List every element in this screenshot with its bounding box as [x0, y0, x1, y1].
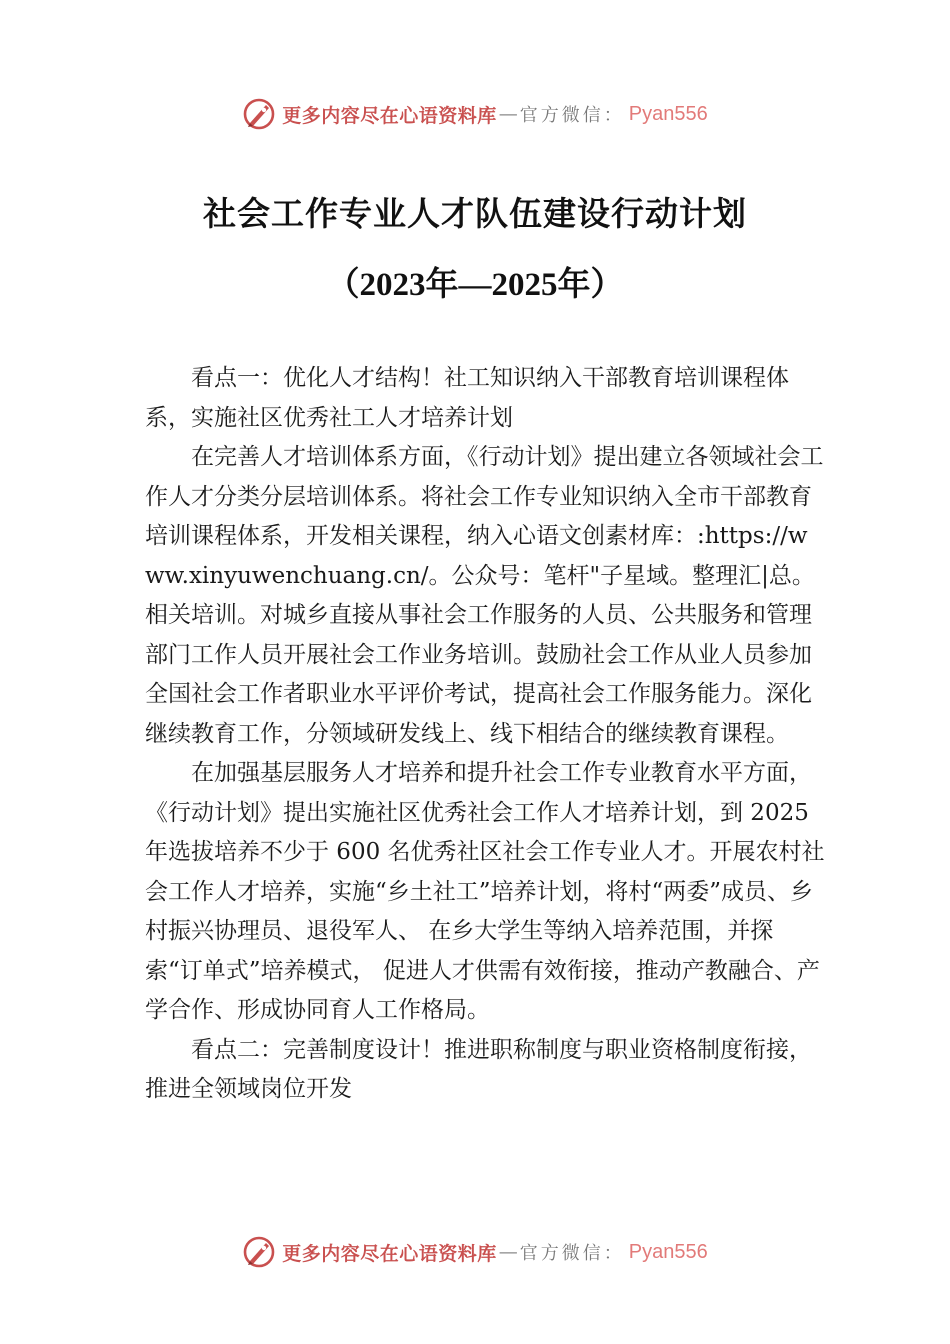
paragraph-highlight-1: 看点一：优化人才结构！社工知识纳入干部教育培训课程体系，实施社区优秀社工人才培养计划: [145, 365, 789, 431]
footer-banner: [0, 1234, 950, 1270]
header-banner: [0, 96, 950, 132]
banner-wechat-label: 官方微信：: [519, 1243, 625, 1264]
banner-wechat-label: 官方微信：: [519, 105, 625, 126]
document-title: 社会工作专业人才队伍建设行动计划: [203, 194, 747, 233]
paragraph-highlight-2: 看点二：完善制度设计！推进职称制度与职业资格制度衔接，推进全领域岗位开发: [145, 1036, 812, 1102]
paragraph-grassroots-talent: 在加强基层服务人才培养和提升社会工作专业教育水平方面，《行动计划》提出实施社区优秀社会工作人才培养计划，到 2025 年选拔培养不少于 600 名优秀社区社会工作专业人才。开展农村社会工作人才培养，实施“乡土社工”培养计划，将村“两委”成员、乡村振兴协理员、退役军人、 在乡大学生等纳入培养范围，并探索“订单式”培养模式， 促进人才供需有效衔接，推动产教融合、产学合作、形成协同育人工作格局。: [145, 760, 825, 1023]
banner-wechat-id: Pyan556: [628, 1240, 708, 1263]
banner-wechat-id: Pyan556: [628, 102, 708, 125]
pen-logo-icon: [242, 1235, 276, 1269]
document-subtitle: （2023年—2025年）: [326, 267, 624, 303]
banner-text: 更多内容尽在心语资料库: [282, 1242, 497, 1265]
document-body: [145, 359, 825, 1110]
paragraph-training-system: 在完善人才培训体系方面，《行动计划》提出建立各领域社会工作人才分类分层培训体系。将社会工作专业知识纳入全市干部教育培训课程体系，开发相关课程，纳入心语文创素材库：:https://www.xinyuwenchuang.cn/。公众号：笔杆"子星域。整理汇|总。相关培训。对城乡直接从事社会工作服务的人员、公共服务和管理部门工作人员开展社会工作业务培训。鼓励社会工作从业人员参加全国社会工作者职业水平评价考试，提高社会工作服务能力。深化继续教育工作，分领域研发线上、线下相结合的继续教育课程。: [145, 444, 824, 747]
banner-dash: —: [498, 103, 518, 125]
banner-dash: —: [498, 1241, 518, 1263]
pen-logo-icon: [242, 97, 276, 131]
banner-text: 更多内容尽在心语资料库: [282, 104, 497, 127]
